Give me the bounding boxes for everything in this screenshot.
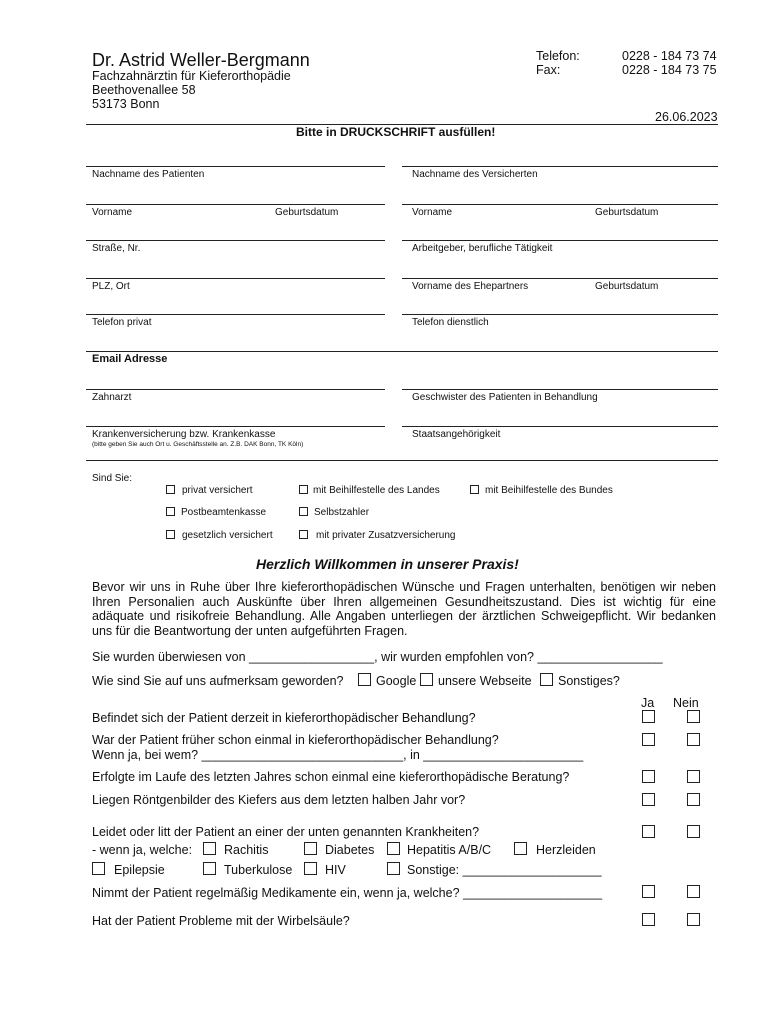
field-line[interactable]: [86, 389, 385, 390]
q2-yes-checkbox[interactable]: [642, 733, 655, 746]
self-payer-checkbox[interactable]: [299, 507, 308, 516]
question-3: Erfolgte im Laufe des letzten Jahres schon einmal eine kieferorthopädische Beratung?: [92, 770, 570, 784]
private-insured-label: privat versichert: [182, 485, 253, 496]
how-found-label: Wie sind Sie auf uns aufmerksam geworden?: [92, 674, 344, 688]
welcome-title: Herzlich Willkommen in unserer Praxis!: [256, 556, 519, 572]
question-5: Leidet oder litt der Patient an einer der unten genannten Krankheiten?: [92, 825, 480, 839]
diabetes-label: Diabetes: [325, 843, 375, 857]
section-divider: [86, 460, 718, 461]
phone-work-label: Telefon dienstlich: [412, 317, 489, 328]
q2-no-checkbox[interactable]: [687, 733, 700, 746]
field-line[interactable]: [86, 166, 385, 167]
state-aid-label: mit Beihilfestelle des Landes: [313, 485, 440, 496]
dentist-label: Zahnarzt: [92, 392, 132, 403]
specialty: Fachzahnärztin für Kieferorthopädie: [92, 69, 291, 83]
insured-lastname-label: Nachname des Versicherten: [412, 169, 538, 180]
form-date: 26.06.2023: [655, 110, 718, 124]
q7-yes-checkbox[interactable]: [642, 913, 655, 926]
epilepsie-label: Epilepsie: [114, 863, 165, 877]
private-supplement-label: mit privater Zusatzversicherung: [316, 530, 456, 541]
question-4: Liegen Röntgenbilder des Kiefers aus dem letzten halben Jahr vor?: [92, 793, 466, 807]
other-source-label: Sonstiges?: [558, 674, 620, 688]
nationality-label: Staatsangehörigkeit: [412, 429, 501, 440]
email-label: Email Adresse: [92, 353, 168, 365]
epilepsie-checkbox[interactable]: [92, 862, 105, 875]
insurance-hint: (bitte geben Sie auch Ort u. Geschäftsstelle an. Z.B. DAK Bonn, TK Köln): [92, 441, 304, 448]
patient-firstname-label: Vorname: [92, 207, 133, 218]
phone-private-label: Telefon privat: [92, 317, 152, 328]
field-line[interactable]: [402, 426, 718, 427]
q4-no-checkbox[interactable]: [687, 793, 700, 806]
self-payer-label: Selbstzahler: [314, 507, 370, 518]
q4-yes-checkbox[interactable]: [642, 793, 655, 806]
siblings-label: Geschwister des Patienten in Behandlung: [412, 392, 598, 403]
insurance-label: Krankenversicherung bzw. Krankenkasse: [92, 429, 276, 440]
q7-no-checkbox[interactable]: [687, 913, 700, 926]
website-label: unsere Webseite: [438, 674, 532, 688]
phone-value: 0228 - 184 73 74: [622, 49, 717, 63]
private-insured-checkbox[interactable]: [166, 485, 175, 494]
patient-lastname-label: Nachname des Patienten: [92, 169, 205, 180]
field-line[interactable]: [402, 389, 718, 390]
rachitis-checkbox[interactable]: [203, 842, 216, 855]
sonstige-checkbox[interactable]: [387, 862, 400, 875]
field-line[interactable]: [402, 166, 718, 167]
federal-aid-checkbox[interactable]: [470, 485, 479, 494]
hepatitis-checkbox[interactable]: [387, 842, 400, 855]
q3-no-checkbox[interactable]: [687, 770, 700, 783]
fax-label: Fax:: [536, 63, 561, 77]
fax-value: 0228 - 184 73 75: [622, 63, 717, 77]
question-2-followup: Wenn ja, bei wem? _____________________________, in _______________________: [92, 748, 584, 762]
q5-yes-checkbox[interactable]: [642, 825, 655, 838]
hiv-checkbox[interactable]: [304, 862, 317, 875]
street-label: Straße, Nr.: [92, 243, 141, 254]
field-line[interactable]: [86, 426, 385, 427]
statutory-label: gesetzlich versichert: [182, 530, 273, 541]
field-line[interactable]: [86, 204, 385, 205]
field-line[interactable]: [402, 240, 718, 241]
address-city: 53173 Bonn: [92, 97, 160, 111]
q5-no-checkbox[interactable]: [687, 825, 700, 838]
postal-officer-checkbox[interactable]: [166, 507, 175, 516]
google-label: Google: [376, 674, 417, 688]
other-source-checkbox[interactable]: [540, 673, 553, 686]
phone-label: Telefon:: [536, 49, 580, 63]
field-line[interactable]: [402, 204, 718, 205]
question-2: War der Patient früher schon einmal in kieferorthopädischer Behandlung?: [92, 733, 499, 747]
tuberkulose-label: Tuberkulose: [224, 863, 293, 877]
insured-birthdate-label: Geburtsdatum: [595, 207, 659, 218]
insurance-status-label: Sind Sie:: [92, 473, 133, 484]
instruction: Bitte in DRUCKSCHRIFT ausfüllen!: [296, 125, 496, 139]
hepatitis-label: Hepatitis A/B/C: [407, 843, 492, 857]
field-line[interactable]: [402, 278, 718, 279]
google-checkbox[interactable]: [358, 673, 371, 686]
yes-column-header: Ja: [641, 696, 655, 710]
q3-yes-checkbox[interactable]: [642, 770, 655, 783]
hiv-label: HIV: [325, 863, 346, 877]
address-street: Beethovenallee 58: [92, 83, 196, 97]
question-1: Befindet sich der Patient derzeit in kieferorthopädischer Behandlung?: [92, 711, 476, 725]
tuberkulose-checkbox[interactable]: [203, 862, 216, 875]
rachitis-label: Rachitis: [224, 843, 269, 857]
statutory-checkbox[interactable]: [166, 530, 175, 539]
insured-firstname-label: Vorname: [412, 207, 453, 218]
field-line[interactable]: [86, 240, 385, 241]
question-7: Hat der Patient Probleme mit der Wirbelsäule?: [92, 914, 350, 928]
field-line[interactable]: [86, 278, 385, 279]
spouse-birthdate-label: Geburtsdatum: [595, 281, 659, 292]
question-6: Nimmt der Patient regelmäßig Medikamente ein, wenn ja, welche? ____________________: [92, 886, 603, 900]
q1-yes-checkbox[interactable]: [642, 710, 655, 723]
q6-yes-checkbox[interactable]: [642, 885, 655, 898]
zip-city-label: PLZ, Ort: [92, 281, 130, 292]
herzleiden-label: Herzleiden: [536, 843, 596, 857]
diabetes-checkbox[interactable]: [304, 842, 317, 855]
postal-officer-label: Postbeamtenkasse: [181, 507, 267, 518]
q6-no-checkbox[interactable]: [687, 885, 700, 898]
spouse-firstname-label: Vorname des Ehepartners: [412, 281, 529, 292]
herzleiden-checkbox[interactable]: [514, 842, 527, 855]
federal-aid-label: mit Beihilfestelle des Bundes: [485, 485, 613, 496]
employer-label: Arbeitgeber, berufliche Tätigkeit: [412, 243, 553, 254]
no-column-header: Nein: [673, 696, 699, 710]
field-line[interactable]: [402, 314, 718, 315]
field-line[interactable]: [86, 351, 718, 352]
field-line[interactable]: [86, 314, 385, 315]
sonstige-label: Sonstige: ____________________: [407, 863, 602, 877]
private-supplement-checkbox[interactable]: [299, 530, 308, 539]
state-aid-checkbox[interactable]: [299, 485, 308, 494]
intro-paragraph: Bevor wir uns in Ruhe über Ihre kieferorthopädischen Wünsche und Fragen unterhalten, benötigen wir neben Ihren Personalien auch Auskünfte über Ihren allgemeinen Gesundheitszustand. Dies ist wichtig für eine adäquate und risikofreie Behandlung. Alle Angaben unterliegen der ärztlichen Schweigepflicht. Wir bedanken uns für die Beantwortung der unten aufgeführten Fragen.: [92, 580, 716, 638]
q1-no-checkbox[interactable]: [687, 710, 700, 723]
website-checkbox[interactable]: [420, 673, 433, 686]
referral-line: Sie wurden überwiesen von __________________, wir wurden empfohlen von? __________________: [92, 650, 663, 664]
doctor-name: Dr. Astrid Weller-Bergmann: [92, 50, 310, 70]
patient-birthdate-label: Geburtsdatum: [275, 207, 339, 218]
question-5-which: - wenn ja, welche:: [92, 843, 193, 857]
